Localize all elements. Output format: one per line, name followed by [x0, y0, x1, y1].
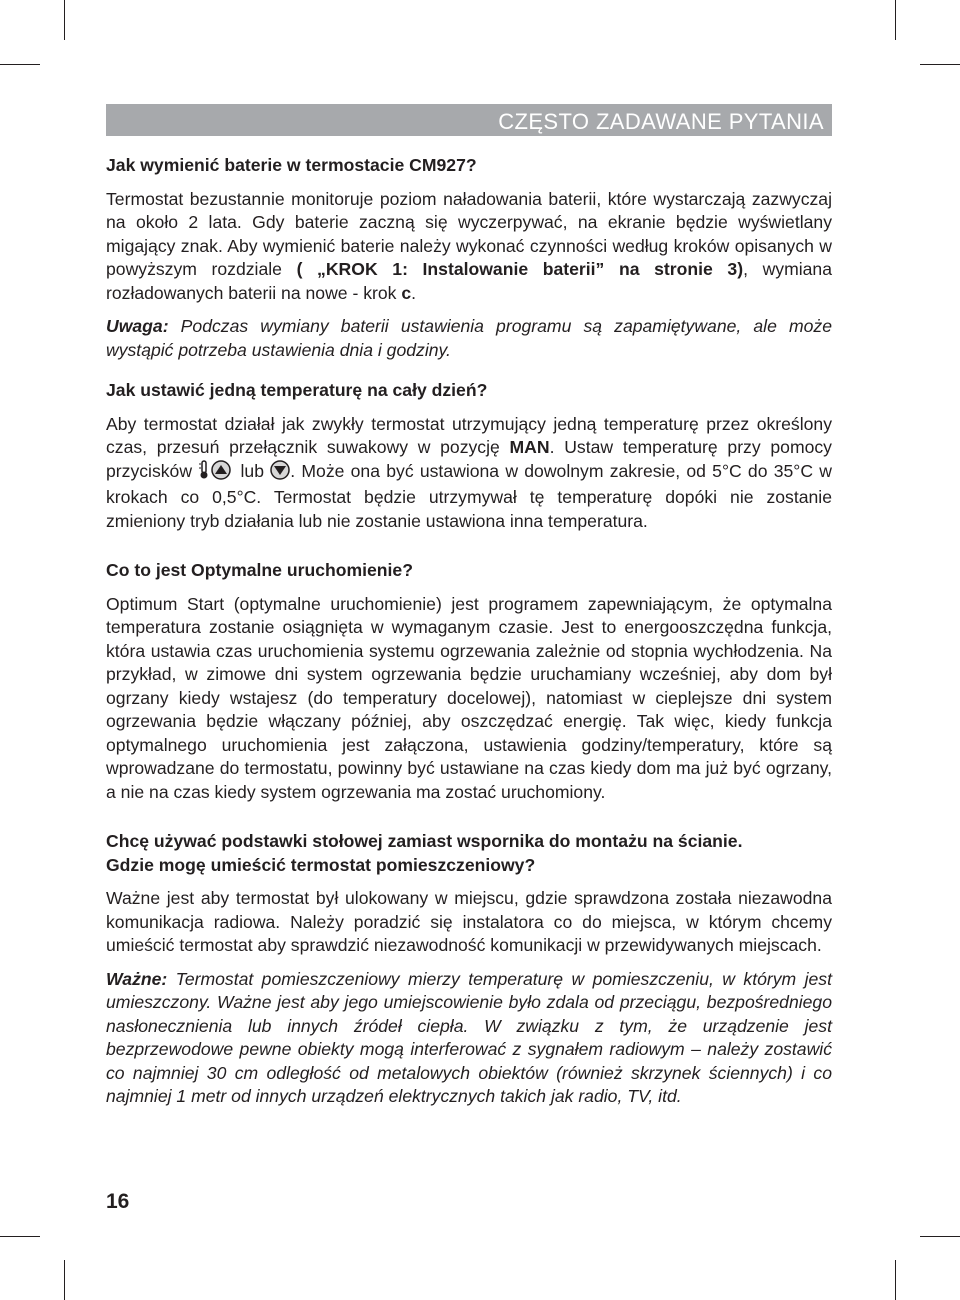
cross-reference: ( „KROK 1: Instalowanie baterii” na stronie 3): [296, 259, 744, 279]
crop-mark: [64, 1260, 65, 1300]
crop-mark: [0, 1236, 40, 1237]
answer-paragraph: [106, 413, 832, 534]
answer-text: .: [411, 282, 417, 303]
question-heading: Jak wymienić baterie w termostacie CM927?: [106, 155, 477, 175]
answer-paragraph: Ważne jest aby termostat był ulokowany w miejscu, gdzie sprawdzona została niezawodna komunikacja radiowa. Należy poradzić się instalatora co do miejsca, w którym chcemy umieścić termostat aby sprawdzić niezawodność komunikacji w przewidywanych miejscach.: [106, 888, 832, 955]
crop-mark: [0, 64, 40, 65]
answer-text: . Może ona być ustawiona w dowolnym zakresie, od 5°C do 35°C w krokach co 0,5°C. Termostat będzie utrzymywał tę temperaturę dopóki nie zostanie zmieniony tryb działania lub nie zostanie ustawiona inna temperatura.: [106, 460, 832, 531]
question-heading: Co to jest Optymalne uruchomienie?: [106, 560, 413, 580]
answer-text: Termostat bezustannie monitoruje poziom naładowania baterii, które wystarczają zazwyczaj na około 2 lata. Gdy baterie zaczną się wyczerpywać, na ekranie będzie wyświetlany migający znak. Aby wymienić baterie należy wykonać czynności według kroków opisanych w powyższym rozdziale: [106, 188, 832, 279]
answer-text: lub: [234, 460, 271, 481]
crop-mark: [895, 1260, 896, 1300]
crop-mark: [895, 0, 896, 40]
answer-text: Aby termostat działał jak zwykły termostat utrzymujący jedną temperaturę przez określony czas, przesuń przełącznik suwakowy w pozycję: [106, 413, 832, 457]
question-heading: Jak ustawić jedną temperaturę na cały dzień?: [106, 380, 488, 400]
note-paragraph: [106, 315, 832, 362]
thermometer-up-icon: [198, 460, 234, 487]
note-label: Uwaga:: [106, 316, 169, 336]
answer-paragraph: [106, 188, 832, 306]
section-header-title: CZĘSTO ZADAWANE PYTANIA: [498, 109, 824, 134]
crop-mark: [920, 1236, 960, 1237]
answer-text: , wymiana rozładowanych baterii na nowe - krok: [106, 259, 832, 303]
crop-mark: [64, 0, 65, 40]
question-heading-line: Gdzie mogę umieścić termostat pomieszczeniowy?: [106, 854, 536, 875]
answer-paragraph: Optimum Start (optymalne uruchomienie) jest programem zapewniającym, że optymalna temperatura zostanie osiągnięta w wymaganym czasie. Jest to energooszczędna funkcja, która ustawia czas uruchomienia systemu ogrzewania zależnie od stopnia wychłodzenia. Na przykład, w zimowe dni system ogrzewania będzie uruchamiany wcześniej, aby dom był ogrzany kiedy wstajesz (do temperatury docelowej), natomiast w cieplejsze dni system ogrzewania będzie włączany później, aby oszczędzać energię. Tak więc, kiedy funkcja optymalnego uruchomienia jest załączona, ustawienia godziny/temperatury, które są wprowadzane do termostatu, powinny być ustawiane na czas kiedy dom ma już być ogrzany, a nie na czas kiedy system ogrzewania ma zostać uruchomiony.: [106, 593, 832, 802]
page-content: [106, 154, 832, 1109]
note-paragraph: [106, 968, 832, 1109]
page-number: 16: [106, 1190, 130, 1213]
question-heading: [106, 830, 832, 877]
crop-mark: [920, 64, 960, 65]
note-label: Ważne:: [106, 968, 168, 989]
step-letter: c: [401, 282, 412, 303]
note-text: Termostat pomieszczeniowy mierzy temperaturę w pomieszczeniu, w którym jest umieszczony. Ważne jest aby jego umiejscowienie było zdala od przeciągu, bezpośredniego nasłonecznienia lub innych źródeł ciepła. W związku z tym, że urządzenie jest bezprzewodowe pewne obiekty mogą interferować z sygnałem radiowym – należy zostawić co najmniej 30 cm odległość od metalowych obiektów (również skrzynek ściennych) i co najmniej 1 metr od innych urządzeń elektrycznych takich jak radio, TV, itd.: [106, 968, 832, 1106]
down-arrow-icon: [270, 460, 290, 487]
section-header-bar: [106, 104, 832, 136]
mode-name: MAN: [509, 437, 550, 457]
note-text: Podczas wymiany baterii ustawienia programu są zapamiętywane, ale może wystąpić potrzeba ustawienia dnia i godziny.: [106, 316, 832, 360]
question-heading-line: Chcę używać podstawki stołowej zamiast wspornika do montażu na ścianie.: [106, 831, 743, 851]
answer-text: . Ustaw temperaturę przy pomocy przycisków: [106, 437, 832, 481]
